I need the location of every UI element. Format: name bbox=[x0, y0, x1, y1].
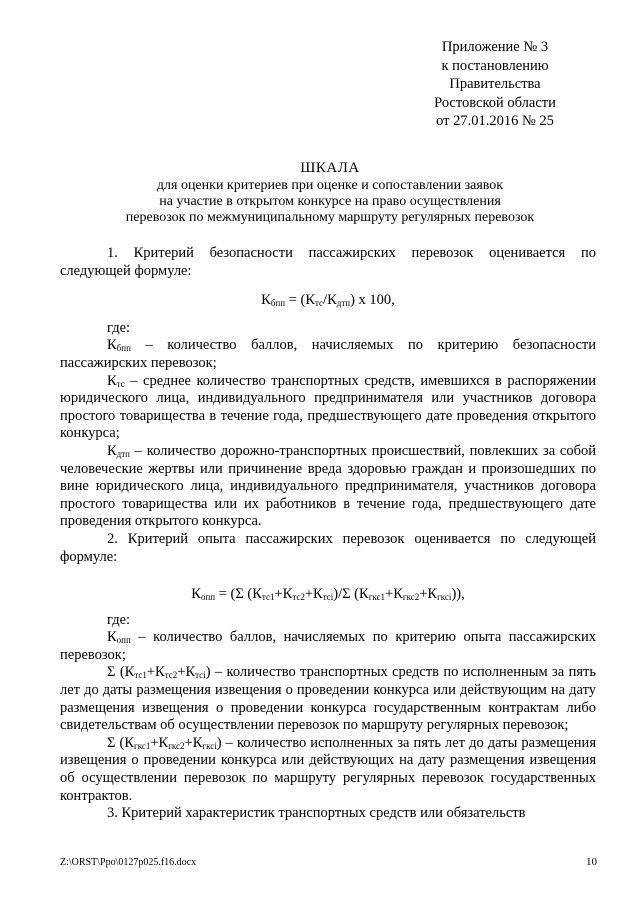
subtitle-line: на участие в открытом конкурсе на право осуществления bbox=[159, 194, 501, 209]
definition-k-ts: $К_{тс}$ – среднее количество транспортных средств, имевшихся в распоряжении юридического лица, индивидуального предпринимателя или участников договора простого товарищества в течение года, предшествующего дате проведения открытого конкурса; bbox=[60, 372, 596, 442]
criterion-2-intro: 2. Критерий опыта пассажирских перевозок оценивается по следующей формуле: bbox=[60, 530, 596, 565]
annex-line: Приложение № 3 bbox=[441, 39, 549, 55]
definition-k-dtp: $К_{дтп}$ – количество дорожно-транспортных происшествий, повлекших за собой человеческие жертвы или причинение вреда здоровью граждан и произошедших по вине юридического лица, индивидуального предпринимателя, участников договора простого товарищества или их работников в течение года, предшествующего дате проведения открытого конкурса. bbox=[60, 442, 596, 530]
annex-line: Правительства bbox=[449, 76, 541, 92]
annex-block bbox=[410, 38, 580, 131]
annex-line: от 27.01.2016 № 25 bbox=[436, 113, 554, 129]
definition-sum-ts: Σ $(К_{тс1}+К_{тс2}+К_{тсi})$ – количество транспортных средств по исполненным за пять лет до даты размещения извещения о проведении конкурса или действующим на дату размещения извещения о проведении конкурса государственным контрактам либо свидетельствам об осуществлении перевозок по маршруту регулярных перевозок; bbox=[60, 664, 596, 734]
document-title: ШКАЛА bbox=[300, 160, 360, 176]
page-number: 10 bbox=[586, 856, 597, 868]
footer-file-path: Z:\ORST\Ppo\0127p025.f16.docx bbox=[60, 857, 197, 868]
annex-line: к постановлению bbox=[441, 57, 549, 74]
criterion-1-intro: 1. Критерий безопасности пассажирских перевозок оценивается по следующей формуле: bbox=[60, 245, 596, 279]
document-body bbox=[60, 245, 596, 823]
document-heading bbox=[60, 159, 600, 226]
where-label: где: bbox=[107, 611, 131, 628]
annex-line: Ростовской области bbox=[434, 94, 556, 111]
where-label: где: bbox=[107, 319, 131, 336]
definition-k-opp: $К_{опп}$ – количество баллов, начисляемых по критерию опыта пассажирских перевозок; bbox=[60, 629, 596, 663]
formula-experience: $К_{опп} = (\Sigma$ $(К_{тс1}+К_{тс2}+К_{тсi})/\Sigma$ $(К_{гкс1}+К_{гкс2}+К_{гксi})$), bbox=[191, 586, 465, 603]
criterion-3-intro: 3. Критерий характеристик транспортных средств или обязательств bbox=[107, 805, 526, 822]
formula-safety: $К_{бпп} = (К_{тс}/К_{дтп})$ х 100, bbox=[261, 292, 395, 309]
subtitle-line: перевозок по межмуниципальному маршруту регулярных перевозок bbox=[125, 210, 535, 225]
definition-sum-gks: Σ $(К_{гкс1}+К_{гкс2}+К_{гксi})$ – количество исполненных за пять лет до даты размещения извещения о проведении конкурса или действующих на дату размещения извещения об осуществлении перевозок по маршруту регулярных перевозок государственных контрактов. bbox=[60, 734, 596, 804]
subtitle-line: для оценки критериев при оценке и сопоставлении заявок bbox=[156, 178, 504, 193]
definition-k-bpp: $К_{бпп}$ – количество баллов, начисляемых по критерию безопасности пассажирских перевозок; bbox=[60, 337, 596, 371]
